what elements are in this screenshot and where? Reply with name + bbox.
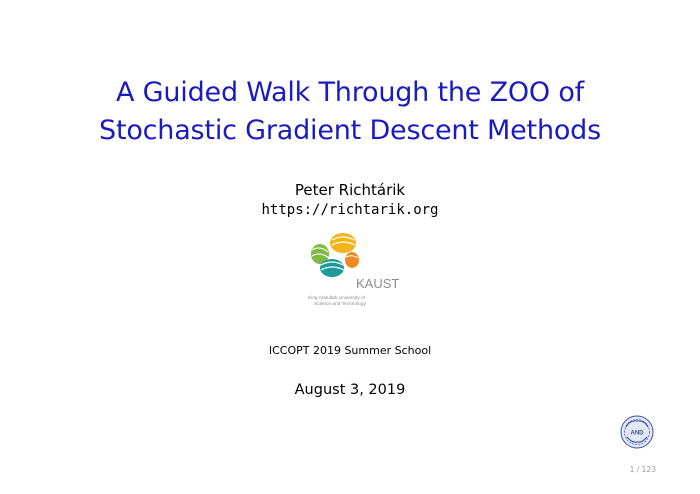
zoo-seal-icon: [620, 415, 654, 449]
kaust-logo: [302, 230, 402, 312]
kaust-logo-subtitle-1: King Abdullah University of: [308, 296, 366, 301]
slide-title-line-1: A Guided Walk Through the ZOO of: [116, 77, 584, 108]
seal-text: AND: [630, 430, 644, 437]
kaust-logo-mark: [311, 233, 359, 277]
event-name: ICCOPT 2019 Summer School: [268, 344, 432, 357]
presentation-date: August 3, 2019: [294, 382, 406, 398]
kaust-logo-subtitle-2: Science and Technology: [314, 302, 366, 307]
author-url[interactable]: https://richtarik.org: [261, 202, 439, 218]
author-name: Peter Richtárik: [294, 181, 406, 199]
kaust-logo-name: KAUST: [356, 276, 400, 291]
slide-title-line-2: Stochastic Gradient Descent Methods: [99, 115, 601, 146]
slide-title: [0, 74, 700, 150]
page-indicator: 1 / 123: [629, 465, 656, 474]
